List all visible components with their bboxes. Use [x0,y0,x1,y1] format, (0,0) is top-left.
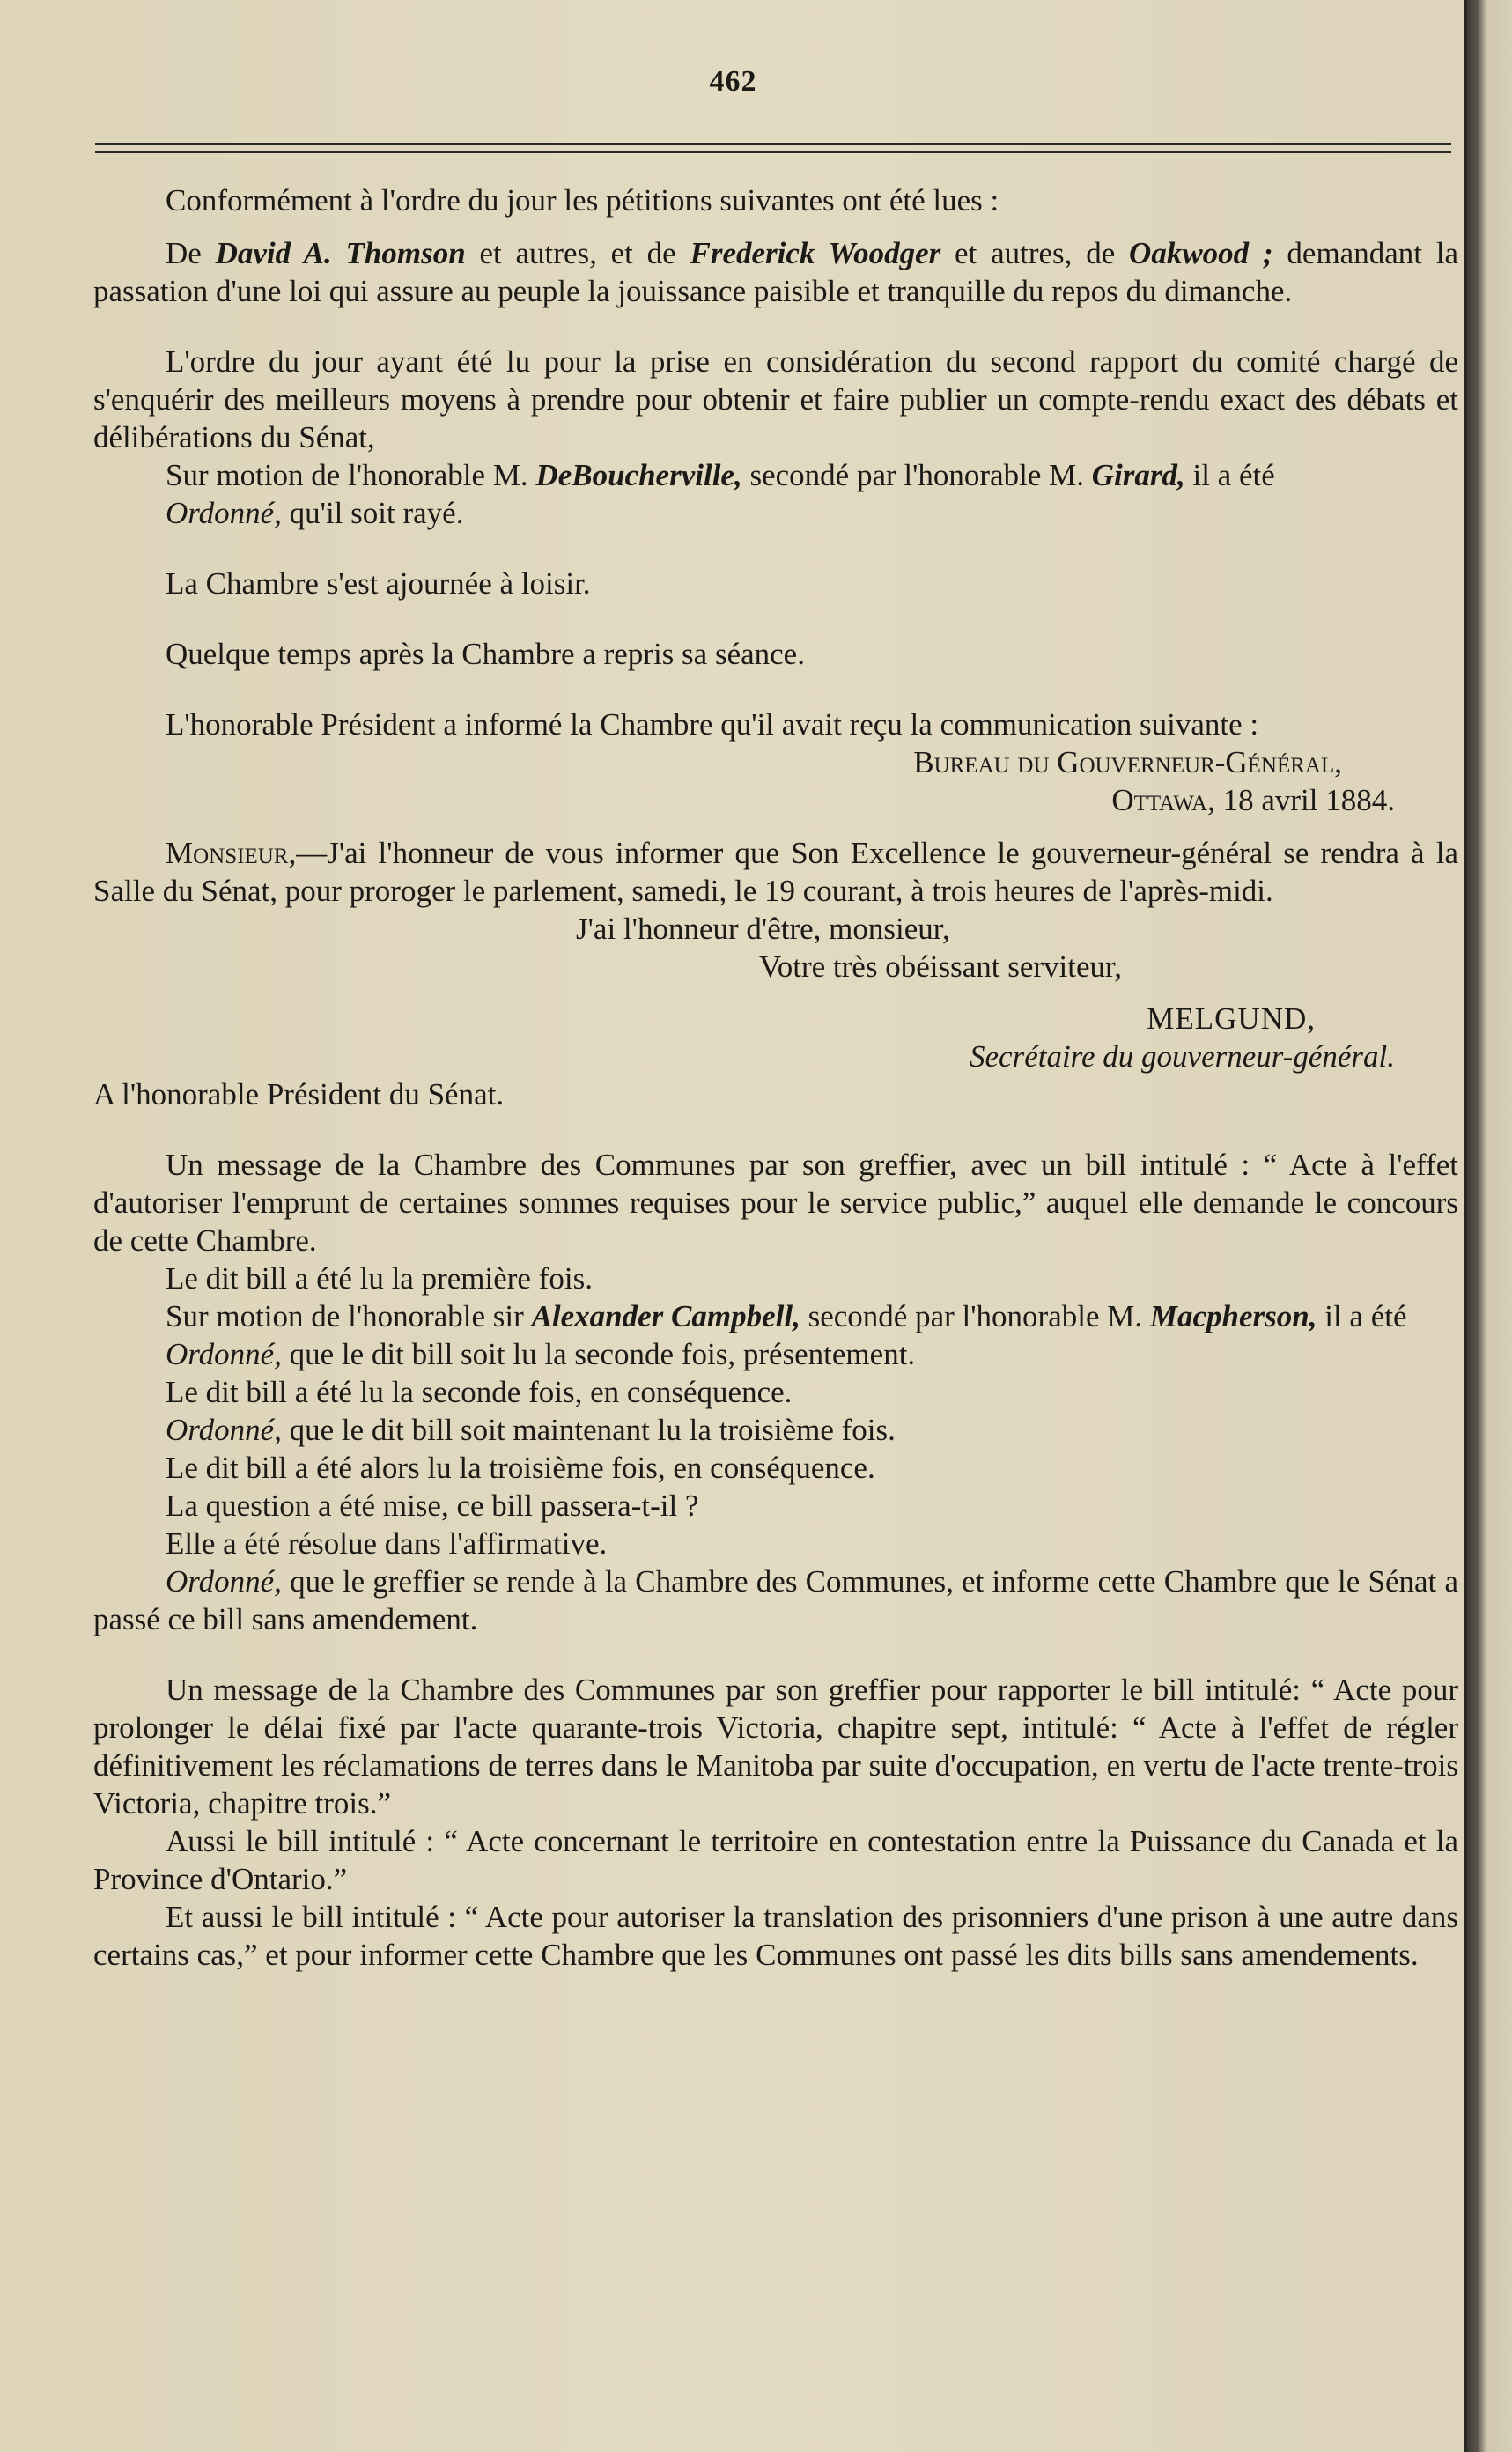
bill1-motion-pre: Sur motion de l'honorable sir [166,1299,532,1333]
petition-mid-2: et autres, de [940,236,1130,270]
petition-pre: De [166,236,216,270]
ordonne-label: Ordonné, [166,1564,282,1599]
page-number: 462 [709,65,757,98]
petitioner-2: Frederick Woodger [690,236,941,270]
petition-paragraph [93,234,1458,310]
bill1-message: Un message de la Chambre des Communes par son greffier, avec un bill intitulé : “ Acte à l'effet d'autoriser l'emprunt de certaines sommes requises pour le service public,” auquel elle demande le concours de cette Chambre. [93,1148,1458,1258]
letter-office: Bureau du Gouverneur-Général, [913,745,1342,779]
bill1-mover: Alexander Campbell, [531,1299,800,1333]
letter-signature: MELGUND, [1147,1001,1316,1036]
bill2-and-also: Et aussi le bill intitulé : “ Acte pour autoriser la translation des prisonniers d'une prison à une autre dans certains cas,” et pour informer cette Chambre que les Communes ont passé les dits bills sans amendements. [93,1900,1458,1972]
binding-edge-line [1464,0,1467,2452]
bill2-message: Un message de la Chambre des Communes par son greffier pour rapporter le bill intitulé: “ Acte pour prolonger le délai fixé par l'acte quarante-trois Victoria, chapitre sept, intitulé: “ Acte à l'effet de régler définitivement les réclamations de terres dans le Manitoba par suite d'occupation, en vertu de l'acte trente-trois Victoria, chapitre trois.” [93,1673,1458,1821]
bill2-also: Aussi le bill intitulé : “ Acte concernant le territoire en contestation entre la Puissance du Canada et la Province d'Ontario.” [93,1824,1458,1896]
bill1-order-inform [93,1562,1458,1638]
bill1-first-reading: Le dit bill a été lu la première fois. [166,1261,593,1296]
petition-mid-1: et autres, et de [465,236,690,270]
letter-addressee: A l'honorable Président du Sénat. [93,1077,505,1112]
motion-pre: Sur motion de l'honorable M. [166,458,536,492]
motion-rest: il a été [1184,458,1275,492]
order-of-day-paragraph: L'ordre du jour ayant été lu pour la prise en considération du second rapport du comité chargé de s'enquérir des meilleurs moyens à prendre pour obtenir et faire publier un compte-rendu exact des débats et délibérations du Sénat, [93,344,1458,454]
motion-paragraph [93,456,1458,494]
ordonne-label: Ordonné, [166,1413,282,1447]
motion-mid: secondé par l'honorable M. [741,458,1092,492]
letter-dateline [93,781,1458,819]
letter-date: 18 avril 1884. [1214,783,1395,817]
bill1-order-second-reading [93,1335,1458,1373]
petitions-intro: Conformément à l'ordre du jour les pétitions suivantes ont été lues : [166,183,999,218]
bill1-resolved: Elle a été résolue dans l'affirmative. [166,1526,608,1561]
ordonne-label: Ordonné, [166,496,282,530]
bill1-order-1-text: que le dit bill soit lu la seconde fois, présentement. [281,1337,916,1371]
letter-closing-1: J'ai l'honneur d'être, monsieur, [576,912,950,946]
petition-rest: demandant la passation d'une loi qui assure au peuple la jouissance paisible et tranquille du repos du dimanche. [93,236,1459,308]
letter-closing-2: Votre très obéissant serviteur, [759,949,1123,984]
letter-place: Ottawa, [1111,783,1215,817]
motion-seconder: Girard, [1091,458,1185,492]
resumed-line: Quelque temps après la Chambre a repris sa séance. [166,637,805,671]
bill1-order-third-reading [93,1411,1458,1449]
book-binding [1466,0,1512,2452]
letter-salutation: Monsieur, [166,836,297,870]
letter-body-text: —J'ai l'honneur de vous informer que Son Excellence le gouverneur-général se rendra à la Salle du Sénat, pour proroger le parlement, samedi, le 19 courant, à trois heures de l'après-midi. [93,836,1458,908]
motion-mover: DeBoucherville, [535,458,742,492]
petition-place: Oakwood ; [1129,236,1273,270]
letter-body [93,834,1458,910]
order-struck [93,494,1458,532]
petitioner-1: David A. Thomson [215,236,466,270]
bill1-order-3-text: que le greffier se rende à la Chambre des Communes, et informe cette Chambre que le Sénat a passé ce bill sans amendement. [93,1564,1458,1636]
bill1-motion-mid: secondé par l'honorable M. [800,1299,1150,1333]
header-rule-top [95,143,1451,145]
order-struck-rest: qu'il soit rayé. [281,496,464,530]
communication-intro: L'honorable Président a informé la Chambre qu'il avait reçu la communication suivante : [166,707,1259,742]
bill1-second-reading: Le dit bill a été lu la seconde fois, en conséquence. [166,1375,793,1409]
bill1-question: La question a été mise, ce bill passera-t-il ? [166,1488,699,1523]
bill1-seconder: Macpherson, [1149,1299,1317,1333]
bill1-motion [93,1297,1458,1335]
bill1-order-2-text: que le dit bill soit maintenant lu la troisième fois. [281,1413,896,1447]
adjourned-line: La Chambre s'est ajournée à loisir. [166,566,591,601]
bill1-third-reading: Le dit bill a été alors lu la troisième fois, en conséquence. [166,1451,875,1485]
header-rule-bottom [95,151,1451,153]
ordonne-label: Ordonné, [166,1337,282,1371]
letter-signatory-title: Secrétaire du gouverneur-général. [970,1039,1395,1074]
page-body [93,181,1458,1974]
bill1-motion-rest: il a été [1317,1299,1407,1333]
